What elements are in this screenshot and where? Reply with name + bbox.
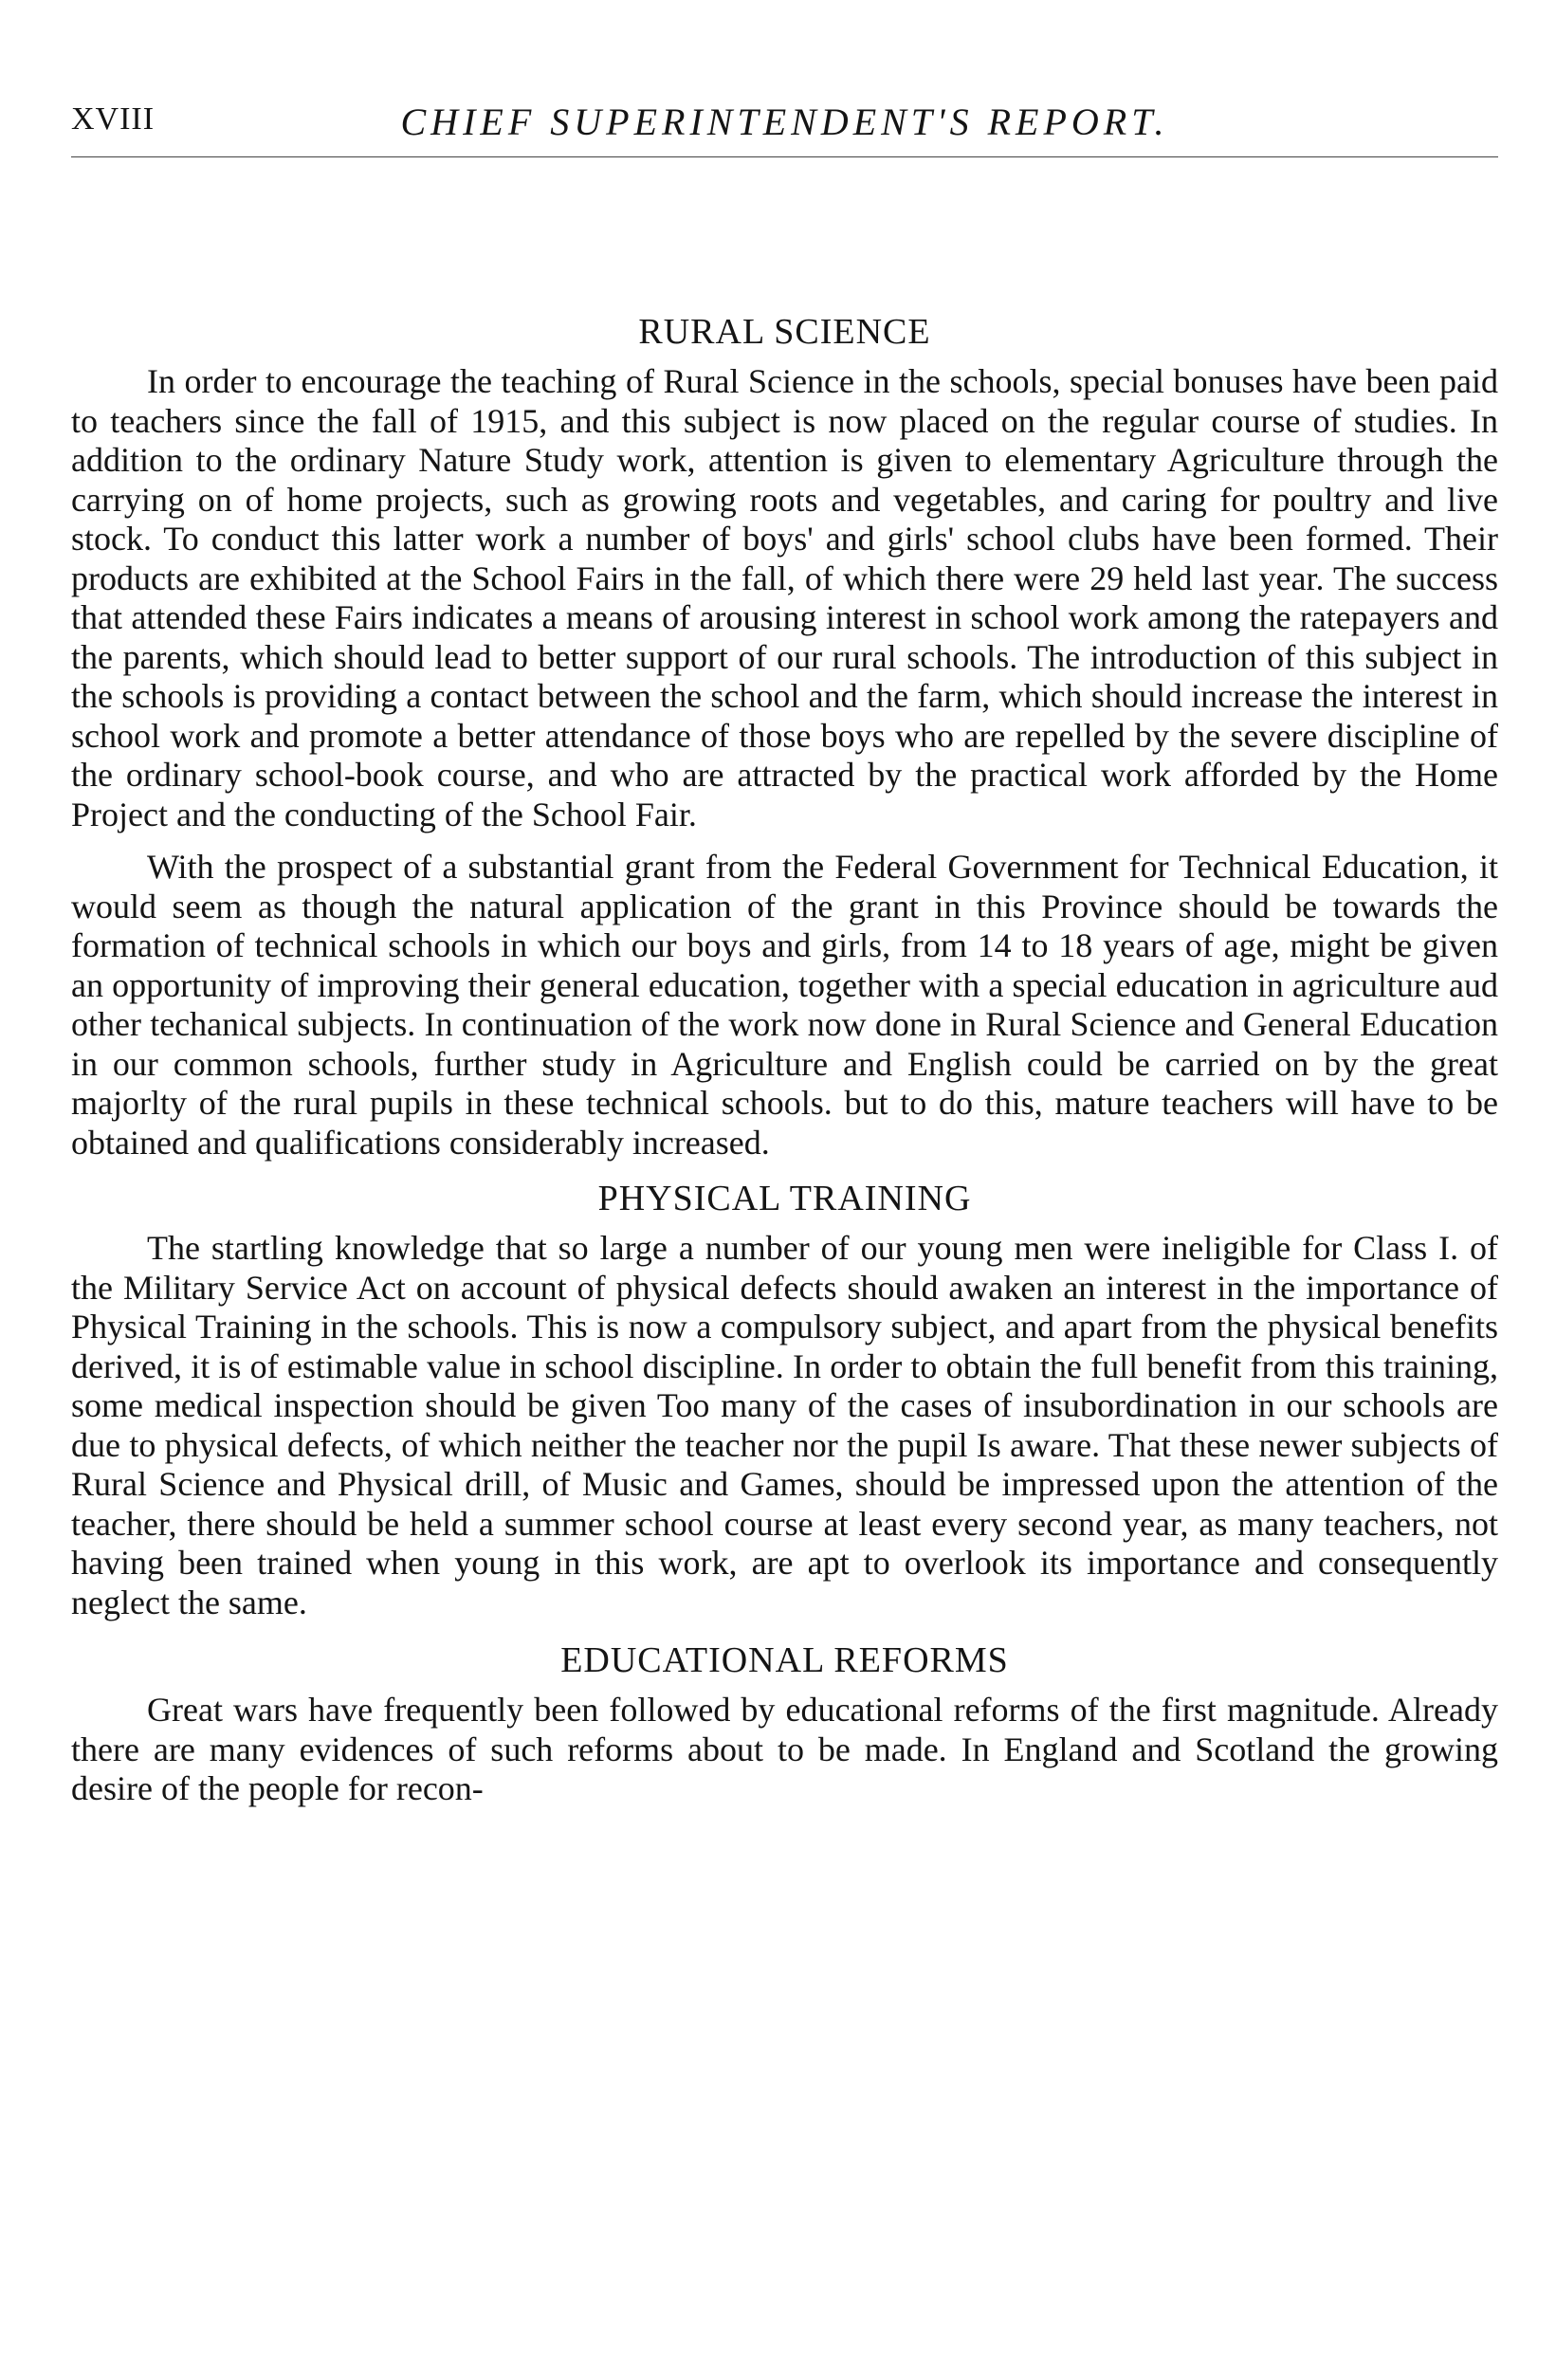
section-heading-rural-science: RURAL SCIENCE <box>638 312 931 352</box>
paragraph-rural-science-1: In order to encourage the teaching of Rural Science in the schools, special bonuses have been paid to teachers since the fall of 1915, and this subject is now placed on the regular course of studies. In addition to the ordinary Nature Study work, attention is given to elementary Agriculture through the carrying on of home projects, such as growing roots and vegetables, and caring for poultry and live stock. To conduct this latter work a number of boys' and girls' school clubs have been formed. Their products are exhibited at the School Fairs in the fall, of which there were 29 held last year. The success that attended these Fairs indicates a means of arousing interest in school work among the ratepayers and the parents, which should lead to better support of our rural schools. The introduction of this subject in the schools is providing a contact between the school and the farm, which should increase the interest in school work and promote a better attendance of those boys who are repelled by the severe discipline of the ordinary school-book course, and who are attracted by the practical work afforded by the Home Project and the conducting of the School Fair. <box>71 362 1498 833</box>
paragraph-educational-reforms-1: Great wars have frequently been followed by educational reforms of the first magnitude. Already there are many evidences of such reforms about to be made. In England and Scotland the growing desire of the people for recon- <box>71 1691 1498 1807</box>
running-title: CHIEF SUPERINTENDENT'S REPORT. <box>400 101 1169 143</box>
section-heading-physical-training: PHYSICAL TRAINING <box>597 1179 972 1218</box>
section-heading-educational-reforms: EDUCATIONAL REFORMS <box>560 1640 1009 1680</box>
paragraph-physical-training-1: The startling knowledge that so large a number of our young men were ineligible for Class I. of the Military Service Act on account of physical defects should awaken an interest in the importance of Physical Training in the schools. This is now a compulsory subject, and apart from the physical benefits derived, it is of estimable value in school discipline. In order to obtain the full benefit from this training, some medical inspection should be given Too many of the cases of insubordination in our schools are due to physical defects, of which neither the teacher nor the pupil Is aware. That these newer subjects of Rural Science and Physical drill, of Music and Games, should be impressed upon the attention of the teacher, there should be held a summer school course at least every second year, as many teachers, not having been trained when young in this work, are apt to overlook its importance and consequently neglect the same. <box>71 1229 1498 1621</box>
report-page <box>71 100 1498 1809</box>
page-number: XVIII <box>71 101 156 137</box>
running-head <box>71 100 1498 157</box>
paragraph-rural-science-2: With the prospect of a substantial grant from the Federal Government for Technical Education, it would seem as though the natural application of the grant in this Province should be towards the formation of technical schools in which our boys and girls, from 14 to 18 years of age, might be given an opportunity of improving their general education, together with a special education in agriculture aud other techanical subjects. In continuation of the work now done in Rural Science and General Education in our common schools, further study in Agriculture and English could be carried on by the great majorlty of the rural pupils in these technical schools. but to do this, mature teachers will have to be obtained and qualifications considerably increased. <box>71 848 1498 1162</box>
